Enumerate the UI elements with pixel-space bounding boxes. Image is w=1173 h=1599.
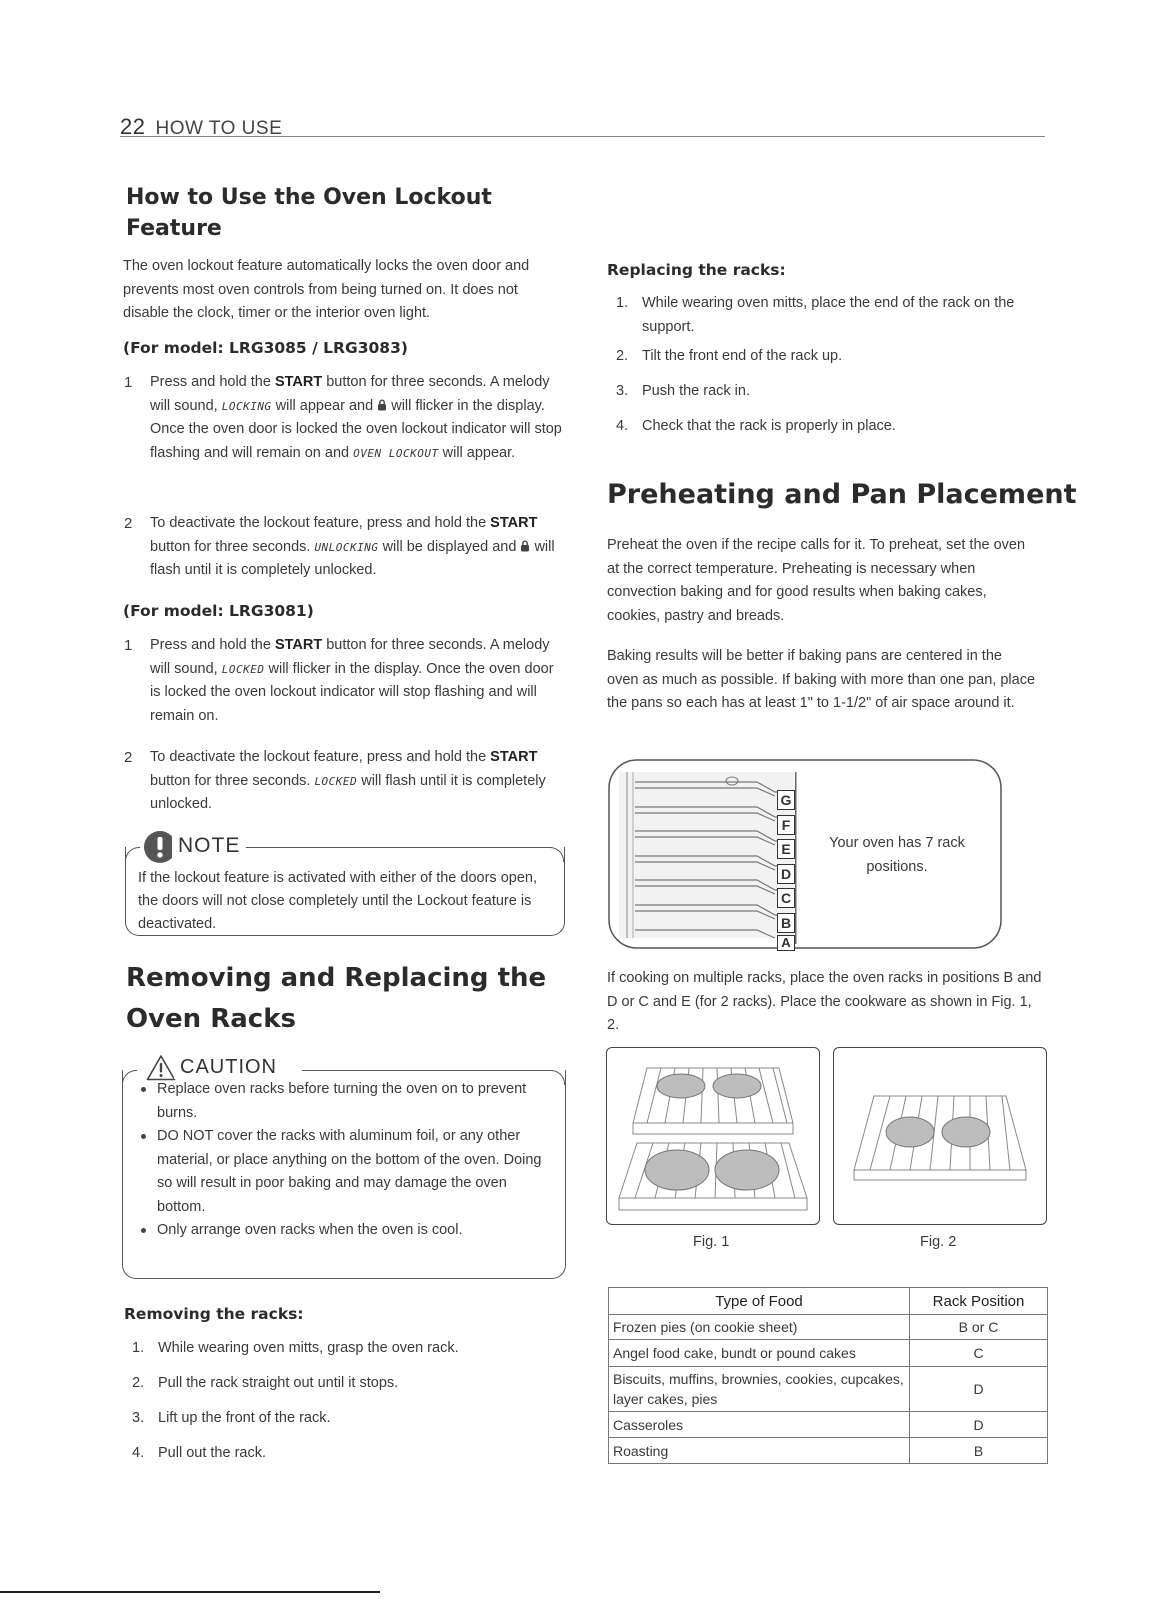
step-number: 1. <box>132 1340 145 1356</box>
replacing-heading: Replacing the racks: <box>607 261 786 279</box>
position-cell: B or C <box>910 1315 1048 1340</box>
start-key-label: START <box>490 515 538 531</box>
step-text: Push the rack in. <box>642 383 750 399</box>
table-row <box>609 1438 1048 1464</box>
step-text: Check that the rack is properly in place. <box>642 418 896 434</box>
replacing-steps <box>610 291 1050 453</box>
figure-2 <box>833 1047 1047 1225</box>
model-a-heading: (For model: LRG3085 / LRG3083) <box>123 339 408 357</box>
step-text: To deactivate the lockout feature, press and hold the <box>150 749 491 765</box>
step-text: will flicker in the display. Once the oven door is locked the oven lockout indicator will stop flashing and will remain on. <box>150 660 554 724</box>
replacing-step <box>610 348 1050 383</box>
figure-1 <box>606 1047 820 1225</box>
preheat-title: Preheating and Pan Placement <box>607 479 1077 510</box>
note-label: NOTE <box>172 834 246 858</box>
model-a-step-2 <box>124 512 564 583</box>
lcd-display-text: UNLOCKING <box>314 540 379 554</box>
footer-rule <box>0 1591 380 1593</box>
warning-triangle-icon <box>146 1054 176 1086</box>
lock-icon <box>520 537 530 549</box>
table-header-row <box>609 1288 1048 1315</box>
one-rack-pan-illustration <box>834 1048 1046 1224</box>
replacing-step <box>610 383 1050 418</box>
food-cell: Casseroles <box>609 1412 910 1438</box>
page-number: 22 <box>120 114 146 139</box>
rack-letter-a: A <box>777 935 795 951</box>
lcd-display-text: LOCKING <box>221 399 272 413</box>
caution-label: CAUTION <box>174 1056 283 1079</box>
start-key-label: START <box>274 637 323 653</box>
column-header: Rack Position <box>910 1288 1048 1315</box>
step-text: Pull the rack straight out until it stops. <box>158 1375 399 1391</box>
table-row <box>609 1412 1048 1438</box>
food-cell: Biscuits, muffins, brownies, cookies, cupcakes, layer cakes, pies <box>609 1367 910 1412</box>
step-number: 4. <box>132 1445 145 1461</box>
rack-position-table <box>608 1287 1048 1464</box>
step-text: Press and hold the <box>150 637 275 653</box>
table-row <box>609 1340 1048 1367</box>
section-title: HOW TO USE <box>155 118 283 139</box>
step-number: 1. <box>616 295 629 311</box>
model-b-step-2 <box>124 746 564 817</box>
rack-letter-g: G <box>777 790 795 810</box>
position-cell: B <box>910 1438 1048 1464</box>
caution-box <box>122 1070 566 1279</box>
step-text: While wearing oven mitts, grasp the oven rack. <box>158 1340 459 1356</box>
lcd-display-text: LOCKED <box>221 662 265 676</box>
lock-icon <box>377 396 387 408</box>
step-text: will flash until it is completely unlocked. <box>150 538 555 578</box>
step-text: Tilt the front end of the rack up. <box>642 348 843 364</box>
lcd-display-text: OVEN LOCKOUT <box>353 446 439 460</box>
figure-2-caption: Fig. 2 <box>920 1234 957 1250</box>
rack-positions-diagram <box>607 758 1003 950</box>
rack-letter-e: E <box>777 839 795 859</box>
table-row <box>609 1315 1048 1340</box>
step-text: Lift up the front of the rack. <box>158 1410 331 1426</box>
step-number: 1 <box>124 374 133 391</box>
position-cell: D <box>910 1412 1048 1438</box>
start-key-label: START <box>274 374 323 390</box>
racks-title: Removing and Replacing the Oven Racks <box>126 963 547 1034</box>
step-number: 4. <box>616 418 629 434</box>
step-number: 2 <box>124 515 133 532</box>
food-cell: Frozen pies (on cookie sheet) <box>609 1315 910 1340</box>
column-header: Type of Food <box>609 1288 910 1315</box>
step-text: Press and hold the <box>150 374 275 390</box>
start-key-label: START <box>490 749 538 765</box>
removing-step <box>126 1445 556 1480</box>
step-text: will appear. <box>438 444 516 461</box>
removing-step <box>126 1375 556 1410</box>
note-text: If the lockout feature is activated with either of the doors open, the doors will not close completely until the Lockout feature is deactivated. <box>138 870 537 932</box>
model-b-step-1 <box>124 634 564 728</box>
step-number: 3. <box>616 383 629 399</box>
lockout-intro: The oven lockout feature automatically locks the oven door and prevents most oven controls from being turned on. It does not disable the clock, timer or the interior oven light. <box>123 258 530 321</box>
position-cell: D <box>910 1367 1048 1412</box>
step-text: button for three seconds. A melody will sound, <box>150 637 550 677</box>
lcd-display-text: LOCKED <box>314 774 358 788</box>
step-number: 2. <box>132 1375 145 1391</box>
step-text: button for three seconds. A melody will sound, <box>150 374 550 414</box>
step-number: 3. <box>132 1410 145 1426</box>
food-cell: Roasting <box>609 1438 910 1464</box>
preheat-para-2: Baking results will be better if baking pans are centered in the oven as much as possible. If baking with more than one pan, place the pans so each has at least 1" to 1-1/2" of air space around it. <box>607 648 1036 711</box>
replacing-step <box>610 418 1050 453</box>
removing-step <box>126 1340 556 1375</box>
step-text: will flash until it is completely unlocked. <box>150 772 546 812</box>
caution-item: DO NOT cover the racks with aluminum foil, or any other material, or place anything on the bottom of the oven. Doing so will result in poor baking and may damage the oven bottom. <box>135 1125 545 1219</box>
rack-letter-c: C <box>777 888 795 908</box>
step-text: button for three seconds. <box>150 772 315 789</box>
step-text: will be displayed and <box>378 538 521 555</box>
preheat-para-3: If cooking on multiple racks, place the oven racks in positions B and D or C and E (for 2 racks). Place the cookware as shown in Fig. 1, 2. <box>607 970 1042 1033</box>
lockout-title: How to Use the Oven Lockout Feature <box>126 185 492 241</box>
rack-letter-d: D <box>777 864 795 884</box>
caution-list <box>135 1078 545 1243</box>
step-text: To deactivate the lockout feature, press and hold the <box>150 515 491 531</box>
food-cell: Angel food cake, bundt or pound cakes <box>609 1340 910 1367</box>
step-number: 1 <box>124 637 133 654</box>
step-text: button for three seconds. <box>150 538 315 555</box>
removing-step <box>126 1410 556 1445</box>
rack-letter-b: B <box>777 913 795 933</box>
position-cell: C <box>910 1340 1048 1367</box>
step-text: will flicker in the display. Once the oven door is locked the oven lockout indicator will stop flashing and will remain on and <box>150 397 562 461</box>
caution-item: Only arrange oven racks when the oven is cool. <box>135 1219 545 1243</box>
removing-heading: Removing the racks: <box>124 1305 304 1323</box>
model-b-heading: (For model: LRG3081) <box>123 602 314 620</box>
removing-steps <box>126 1340 556 1480</box>
step-text: While wearing oven mitts, place the end of the rack on the support. <box>642 295 1015 335</box>
table-row <box>609 1367 1048 1412</box>
step-number: 2. <box>616 348 629 364</box>
step-text: will appear and <box>271 397 378 414</box>
model-a-step-1 <box>124 371 564 465</box>
step-text: Pull out the rack. <box>158 1445 266 1461</box>
rack-letter-f: F <box>777 815 795 835</box>
preheat-para-1: Preheat the oven if the recipe calls for it. To preheat, set the oven at the correct temperature. Preheating is necessary when convection baking and for good results when baking cakes, cookies, pastry and breads. <box>607 537 1026 624</box>
step-number: 2 <box>124 749 133 766</box>
replacing-step <box>610 291 1050 348</box>
caution-item: Replace oven racks before turning the oven on to prevent burns. <box>135 1078 545 1125</box>
rack-positions-caption: Your oven has 7 rack positions. <box>829 835 965 875</box>
header-rule <box>120 136 1045 137</box>
two-rack-pan-illustration <box>607 1048 819 1224</box>
figure-1-caption: Fig. 1 <box>693 1234 730 1250</box>
